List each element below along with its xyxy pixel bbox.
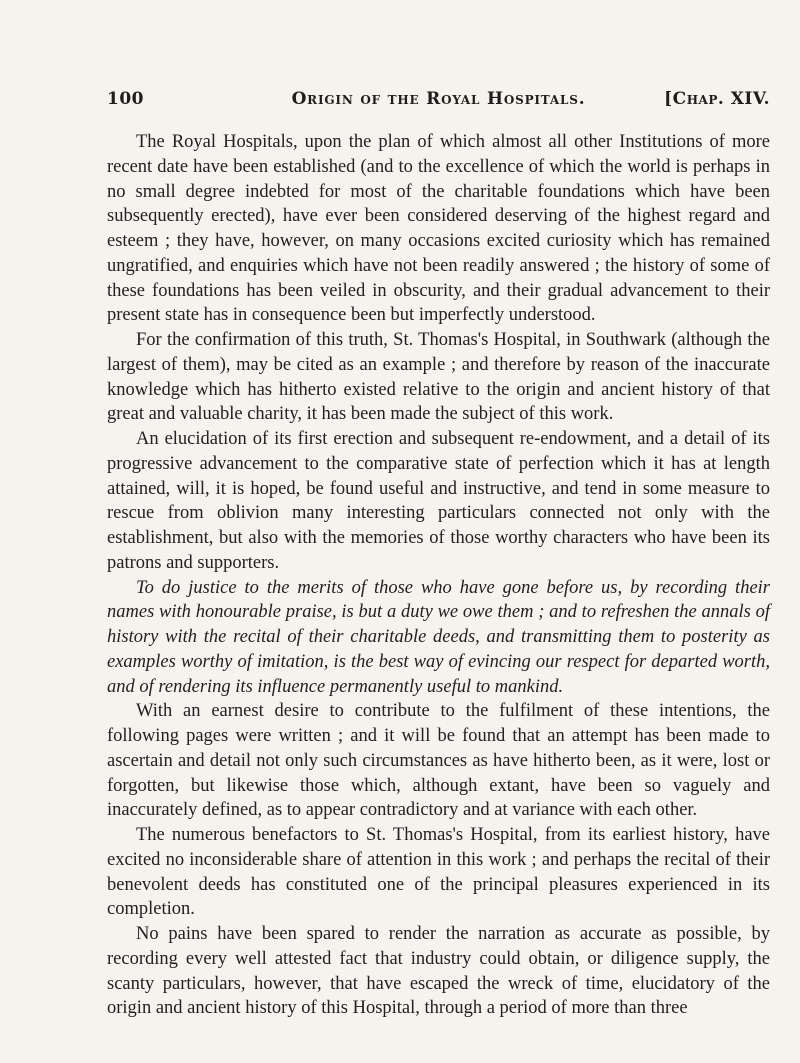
paragraph: The numerous benefactors to St. Thomas's Hospital, from its earliest history, have excited no inconsiderable share of attention in this work ; and perhaps the recital of their benevolent deeds has constituted one of the principal pleasures experienced in its completion. [107, 825, 770, 920]
paragraph: An elucidation of its first erection and subsequent re-endowment, and a detail of its progressive advancement to the comparative state of perfection which it has at length attained, will, it is hoped, be found useful and instructive, and tend in some measure to rescue from oblivion many interesting particulars connected not only with the establishment, but also with the memories of those worthy characters who have been its patrons and supporters. [107, 429, 770, 573]
body-text [107, 130, 770, 1021]
paragraph: For the confirmation of this truth, St. Thomas's Hospital, in Southwark (although the largest of them), may be cited as an example ; and therefore by reason of the inaccurate knowledge which has hitherto existed relative to the origin and ancient history of that great and valuable charity, it has been made the subject of this work. [107, 330, 770, 425]
paragraph: No pains have been spared to render the narration as accurate as possible, by recording every well attested fact that industry could obtain, or diligence supply, the scanty particulars, however, that have escaped the wreck of time, elucidatory of the origin and ancient history of this Hospital, through a period of more than three [107, 924, 770, 1019]
paragraph: The Royal Hospitals, upon the plan of which almost all other Institutions of more recent date have been established (and to the excellence of which the world is perhaps in no small degree indebted for most of the charitable foundations which have been subsequently erected), have ever been considered deserving of the highest regard and esteem ; they have, however, on many occasions excited curiosity which has remained ungratified, and enquiries which have not been readily answered ; the history of some of these foundations has been veiled in obscurity, and their gradual advancement to their present state has in consequence been but imperfectly understood. [107, 132, 770, 326]
running-head [107, 86, 770, 112]
running-title: Origin of the Royal Hospitals. [291, 89, 586, 109]
paragraph: With an earnest desire to contribute to the fulfilment of these intentions, the following pages were written ; and it will be found that an attempt has been made to ascertain and detail not only such circumstances as have hitherto been, as it were, lost or forgotten, but likewise those which, although extant, have been so vaguely and inaccurately defined, as to appear contradictory and at variance with each other. [107, 701, 770, 821]
chapter-reference: [Chap. XIV. [664, 89, 770, 109]
page-number: 100 [107, 89, 144, 109]
italic-paragraph: To do justice to the merits of those who have gone before us, by recording their names with honourable praise, is but a duty we owe them ; and to refreshen the annals of history with the recital of their charitable deeds, and transmitting them to posterity as examples worthy of imitation, is the best way of evincing our respect for departed worth, and of rendering its influence permanently useful to mankind. [107, 577, 770, 697]
